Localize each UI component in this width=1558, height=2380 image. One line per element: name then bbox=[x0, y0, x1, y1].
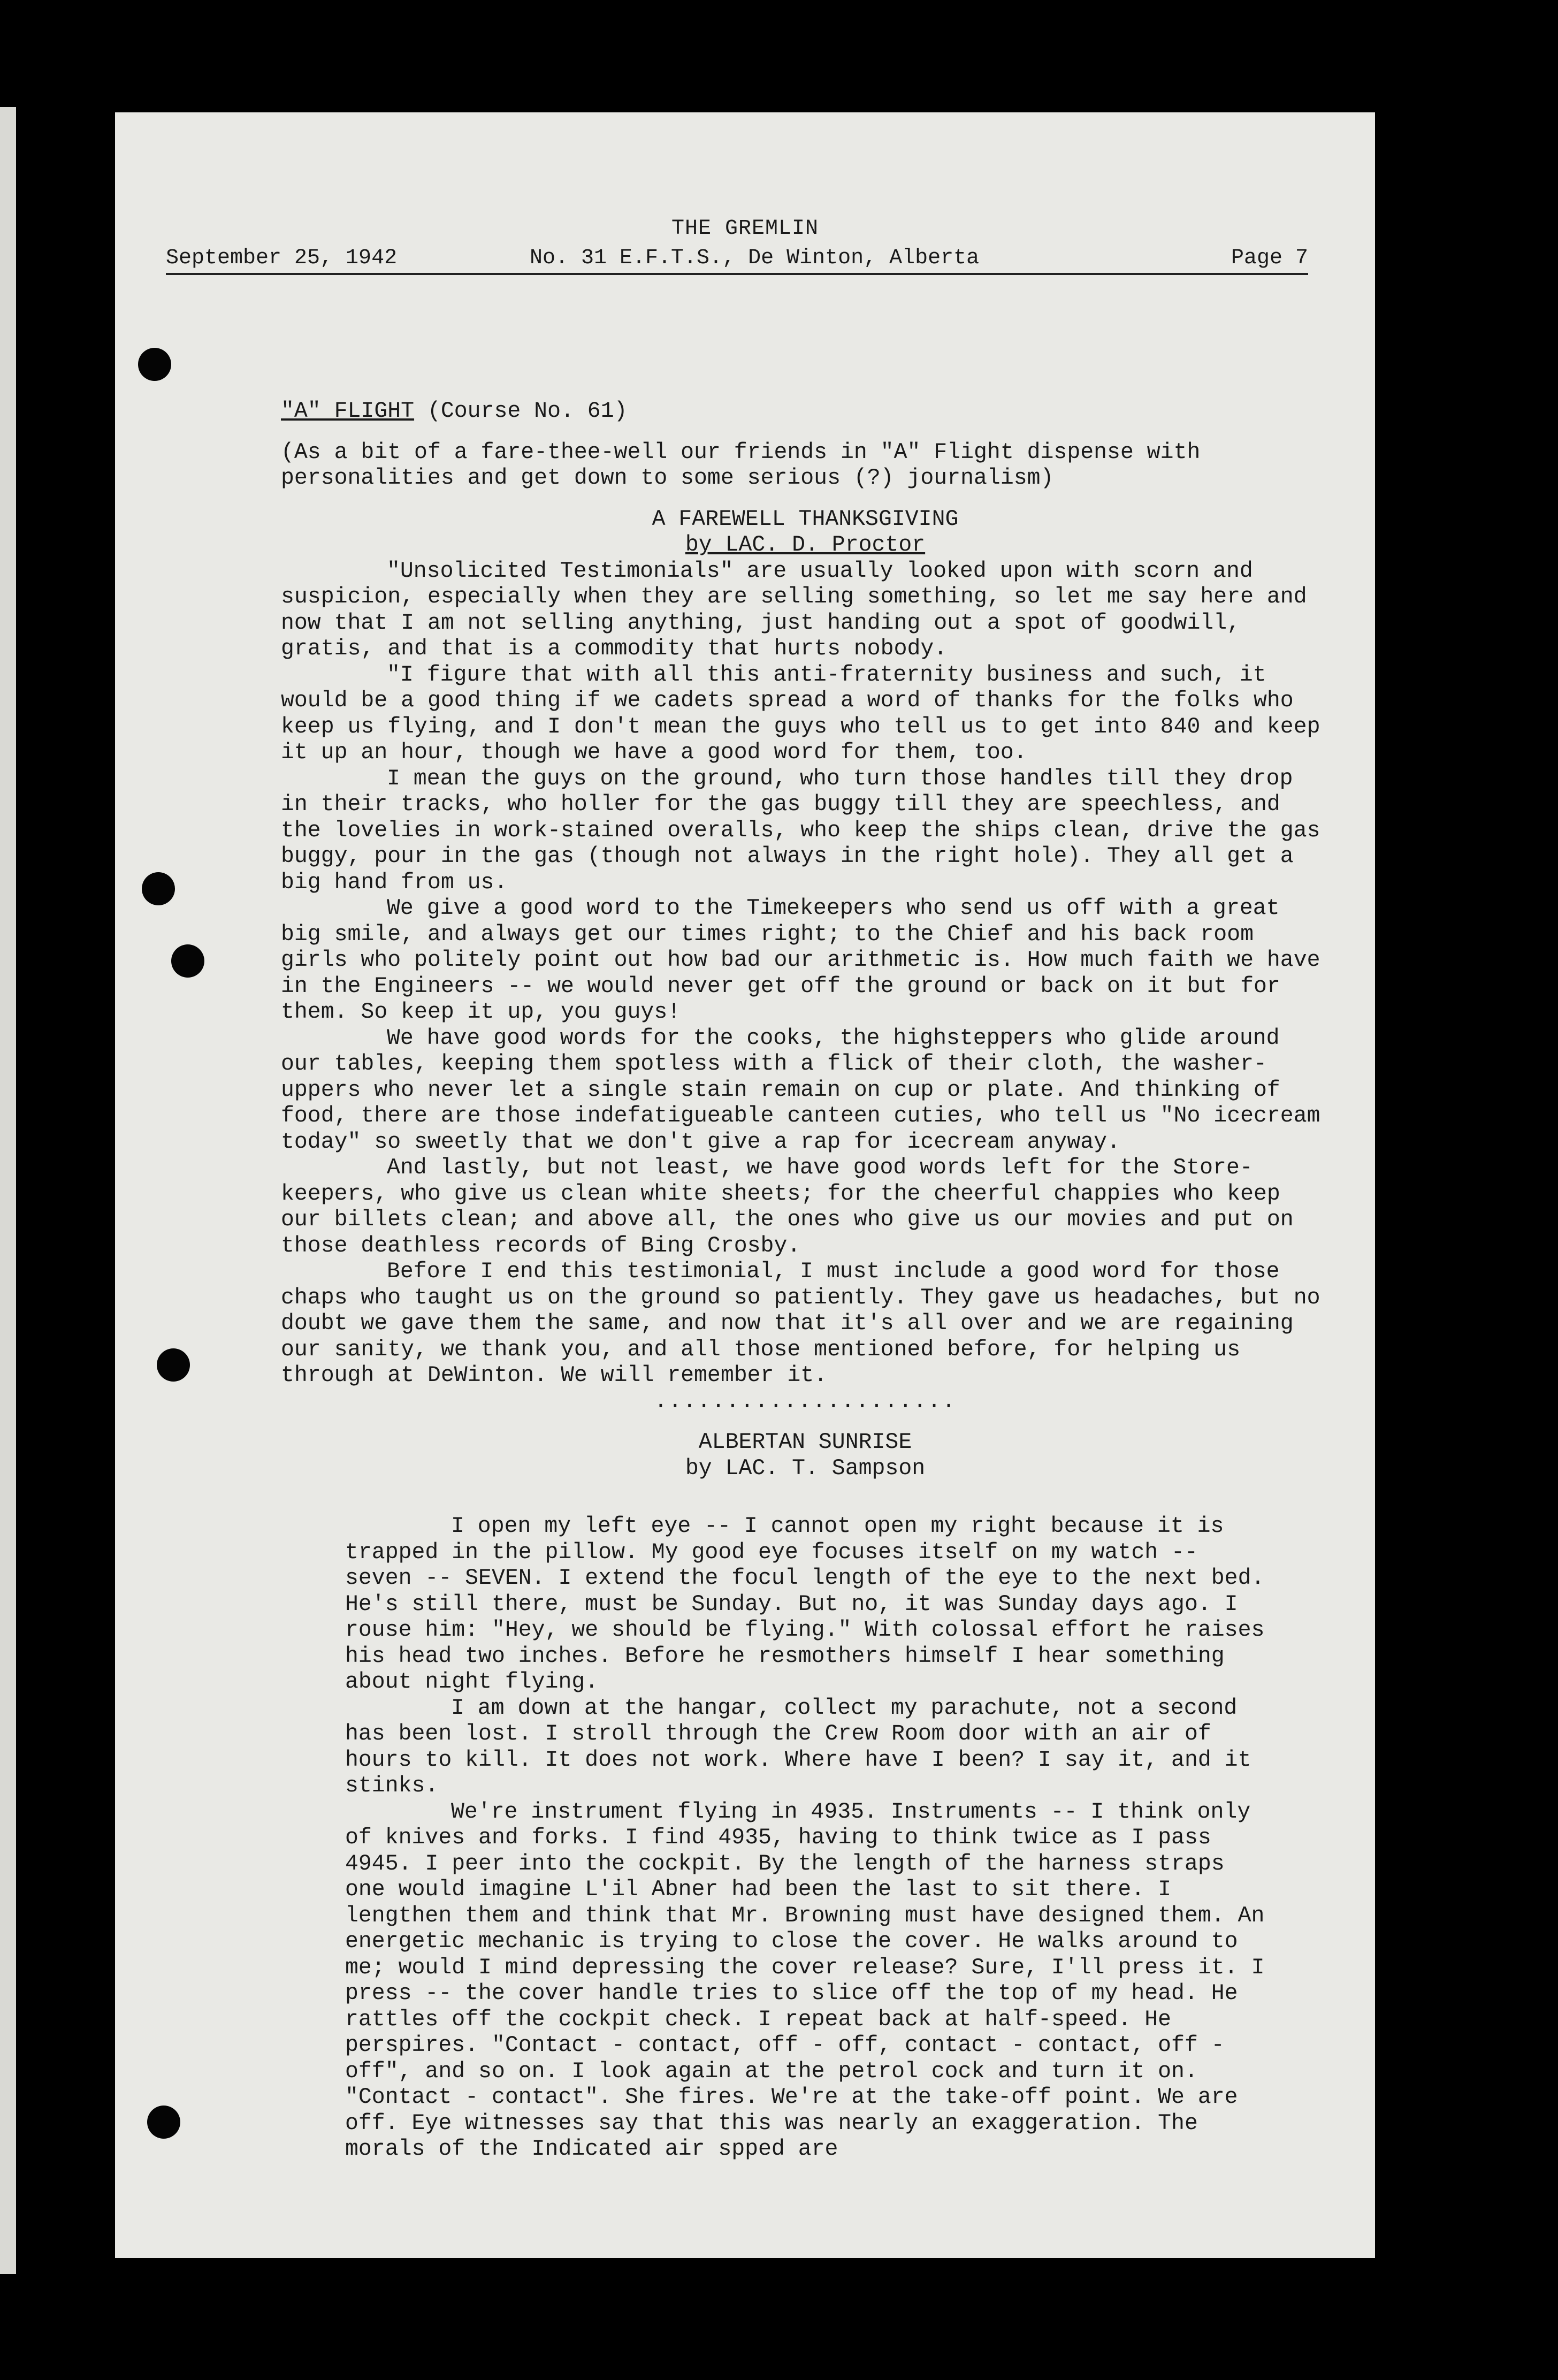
publication-title: THE GREMLIN bbox=[671, 217, 819, 241]
punch-hole bbox=[138, 348, 171, 381]
header-line bbox=[166, 246, 1308, 275]
section-heading bbox=[281, 399, 1330, 425]
separator: ..................... bbox=[654, 1389, 957, 1414]
article-body bbox=[281, 399, 1330, 2163]
paragraph: "Unsolicited Testimonials" are usually looked upon with scorn and suspicion, especially when they are selling something, so let me say here and now that I am not selling anything, just handing out a spot of goodwill, gratis, and that is a commodity that hurts nobody. bbox=[281, 558, 1307, 661]
paragraph: I open my left eye -- I cannot open my right because it is trapped in the pillow. My good eye focuses itself on my watch -- seven -- SEVEN. I extend the focul length of the eye to the next bed. He's still there, must be Sunday. But no, it was Sunday days ago. I rouse him: "Hey, we should be flying." With colossal effort he raises his head two inches. Before he resmothers himself I hear something about night flying. bbox=[345, 1514, 1265, 1695]
document-page bbox=[115, 112, 1375, 2258]
issue-date: September 25, 1942 bbox=[166, 246, 398, 270]
paragraph: Before I end this testimonial, I must include a good word for those chaps who taught us on the ground so patiently. They gave us headaches, but no doubt we gave them the same, and now that it's all over and we are regaining our sanity, we thank you, and all those mentioned before, for helping us through at DeWinton. We will remember it. bbox=[281, 1259, 1320, 1388]
paragraph: We're instrument flying in 4935. Instruments -- I think only of knives and forks. I find 4935, having to think twice as I pass 4945. I peer into the cockpit. By the length of the harness straps one would imagine L'il Abner had been the last to sit there. I lengthen them and think that Mr. Browning must have designed them. An energetic mechanic is trying to close the cover. He walks around to me; would I mind depressing the cover release? Sure, I'll press it. I press -- the cover handle tries to slice off the top of my head. He rattles off the cockpit check. I repeat back at half-speed. He perspires. "Contact - contact, off - off, contact - contact, off - off", and so on. I look again at the petrol cock and turn it on. "Contact - contact". She fires. We're at the take-off point. We are off. Eye witnesses say that this was nearly an exaggeration. The morals of the Indicated air spped are bbox=[345, 1799, 1265, 2162]
story-body bbox=[345, 1514, 1265, 2163]
publication-location: No. 31 E.F.T.S., De Winton, Alberta bbox=[530, 246, 980, 270]
article-title: A FAREWELL THANKSGIVING bbox=[652, 506, 959, 532]
section-heading-course: (Course No. 61) bbox=[414, 399, 628, 424]
paragraph: I mean the guys on the ground, who turn those handles till they drop in their tracks, who holler for the gas buggy till they are speechless, and the lovelies in work-stained overalls, who keep the ships clean, drive the gas buggy, pour in the gas (though not always in the right hole). They all get a big hand from us. bbox=[281, 766, 1320, 895]
adjacent-page-edge bbox=[0, 107, 16, 2274]
section-heading-main: "A" FLIGHT bbox=[281, 399, 415, 424]
punch-hole bbox=[171, 944, 204, 978]
paragraph: We have good words for the cooks, the highsteppers who glide around our tables, keeping them spotless with a flick of their cloth, the washer-uppers who never let a single stain remain on cup or plate. And thinking of food, there are those indefatigueable canteen cuties, who tell us "No icecream today" so sweetly that we don't give a rap for icecream anyway. bbox=[281, 1025, 1320, 1155]
paragraph: And lastly, but not least, we have good words left for the Store-keepers, who give us clean white sheets; for the cheerful chappies who keep our billets clean; and above all, the ones who give us our movies and put on those deathless records of Bing Crosby. bbox=[281, 1155, 1294, 1258]
punch-hole bbox=[147, 2106, 180, 2139]
article-byline: by LAC. T. Sampson bbox=[685, 1455, 926, 1481]
paragraph: We give a good word to the Timekeepers who send us off with a great big smile, and always get our times right; to the Chief and his back room girls who politely point out how bad our arithmetic is. How much faith we have in the Engineers -- we would never get off the ground or back on it but for them. So keep it up, you guys! bbox=[281, 896, 1320, 1025]
punch-hole bbox=[142, 872, 175, 905]
article-title: ALBERTAN SUNRISE bbox=[698, 1430, 912, 1455]
page-number: Page 7 bbox=[1231, 246, 1308, 270]
section-intro: (As a bit of a fare-thee-well our friends in "A" Flight dispense with personalities and get down to some serious (?) journalism) bbox=[281, 439, 1201, 491]
paragraph: "I figure that with all this anti-fraternity business and such, it would be a good thing if we cadets spread a word of thanks for the folks who keep us flying, and I don't mean the guys who tell us to get into 840 and keep it up an hour, though we have a good word for them, too. bbox=[281, 662, 1320, 765]
paragraph: I am down at the hangar, collect my parachute, not a second has been lost. I stroll through the Crew Room door with an air of hours to kill. It does not work. Where have I been? I say it, and it stinks. bbox=[345, 1695, 1251, 1798]
article-byline: by LAC. D. Proctor bbox=[685, 532, 926, 558]
punch-hole bbox=[157, 1348, 190, 1382]
